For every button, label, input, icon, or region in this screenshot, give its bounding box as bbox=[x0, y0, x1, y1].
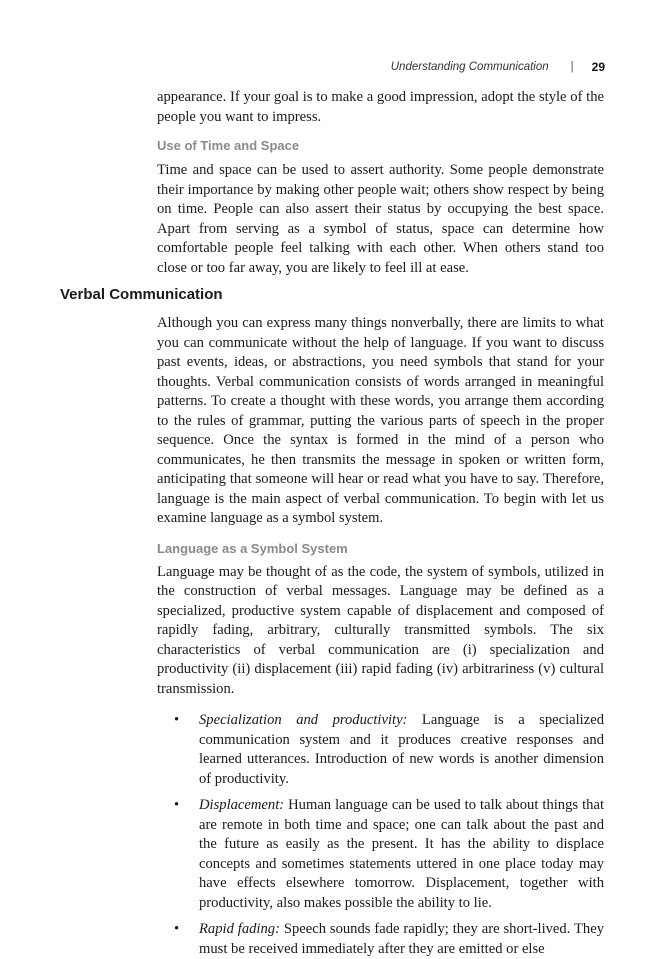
list-item bbox=[157, 711, 604, 789]
paragraph-language: Language may be thought of as the code, the system of symbols, utilized in the construction of verbal messages. Language may be defined as a specialized, productive system capable of displacement and composed of rapidly fading, arbitrary, culturally transmitted symbols. The six characteristics of verbal communication are (i) specialization and productivity (ii) displacement (iii) rapid fading (iv) arbitrariness (v) cultural transmission. bbox=[157, 563, 604, 697]
running-head-separator: | bbox=[570, 61, 574, 73]
paragraph-intro: appearance. If your goal is to make a good impression, adopt the style of the people you want to impress. bbox=[157, 89, 604, 125]
list-item-text: Human language can be used to talk about things that are remote in both time and space; one can talk about the past and the future as easily as the present. It has the ability to displace concepts and sometimes statements uttered in one place today may have effects elsewhere tomorrow. Displacement, together with productivity, also makes possible the ability to lie. bbox=[199, 797, 604, 911]
body-text-verbal bbox=[157, 314, 604, 959]
section-heading-verbal: Verbal Communication bbox=[60, 286, 223, 303]
bullet-icon: • bbox=[174, 712, 180, 728]
list-item-term: Specialization and productivity: bbox=[199, 712, 408, 728]
list-item-text: Language is a specialized communication system and it produces creative responses and learned utterances. Introduction of new words is another dimension of productivity. bbox=[199, 712, 604, 787]
list-item bbox=[157, 920, 604, 959]
bullet-icon: • bbox=[174, 797, 180, 813]
bullet-icon: • bbox=[174, 921, 180, 937]
list-item-term: Rapid fading: bbox=[199, 921, 280, 937]
subheading-time-space: Use of Time and Space bbox=[157, 138, 300, 153]
list-item bbox=[157, 796, 604, 913]
list-item-term: Displacement: bbox=[199, 797, 285, 813]
page-number: 29 bbox=[591, 60, 605, 74]
paragraph-time-space: Time and space can be used to assert authority. Some people demonstrate their importance by making other people wait; others show respect by being on time. People can also assert their status by occupying the best space. Apart from serving as a symbol of status, space can determine how comfortable people feel talking with each other. When others stand too close or too far away, you are likely to feel ill at ease. bbox=[157, 162, 604, 276]
characteristics-list bbox=[157, 711, 604, 959]
paragraph-verbal: Although you can express many things nonverbally, there are limits to what you can communicate without the help of language. If you want to discuss past events, ideas, or abstractions, you need symbols that stand for your thoughts. Verbal communication consists of words arranged in meaningful patterns. To create a thought with these words, you arrange them according to the rules of grammar, putting the various parts of speech in the proper sequence. Once the syntax is formed in the mind of a person who communicates, he then transmits the message in spoken or written form, anticipating that someone will hear or read what you have to say. Therefore, language is the main aspect of verbal communication. To begin with let us examine language as a symbol system. bbox=[157, 315, 604, 526]
body-text-top bbox=[157, 88, 604, 278]
running-head bbox=[391, 59, 605, 75]
subheading-language: Language as a Symbol System bbox=[157, 540, 348, 556]
list-item-text: Speech sounds fade rapidly; they are short-lived. They must be received immediately after they are emitted or else bbox=[199, 921, 604, 957]
running-head-title: Understanding Communication bbox=[390, 61, 549, 73]
